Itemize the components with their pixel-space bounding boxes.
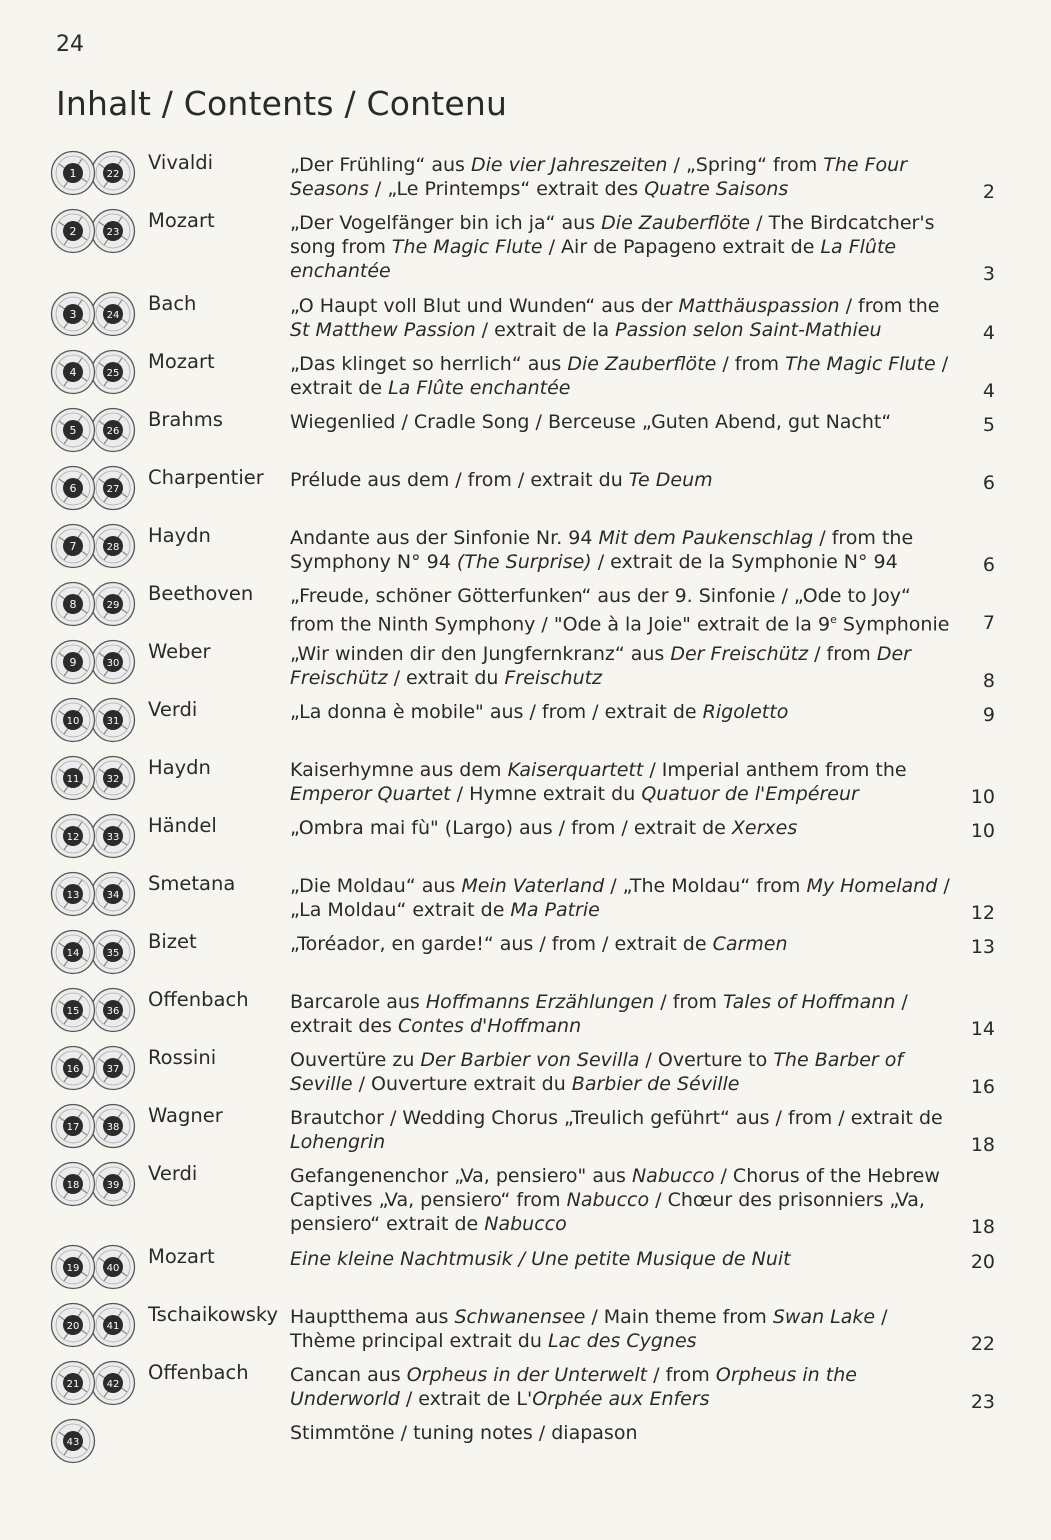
track-number: 20 <box>66 1321 80 1332</box>
cd-track-icons <box>50 407 140 455</box>
italic-title: Nabucco <box>631 1165 715 1187</box>
italic-title: Contes d'Hoffmann <box>397 1015 582 1037</box>
track-number: 30 <box>106 658 120 669</box>
italic-title: St Matthew Passion <box>290 319 476 341</box>
description-text: Andante aus der Sinfonie Nr. 94 <box>290 527 599 549</box>
cd-track-icons <box>50 465 140 513</box>
track-number: 29 <box>106 600 120 611</box>
italic-title: Die vier Jahreszeiten <box>470 154 668 176</box>
description-text: / „Le Printemps“ extrait des <box>368 178 645 200</box>
piece-description <box>290 1421 955 1445</box>
track-number: 16 <box>66 1064 80 1075</box>
piece-description <box>290 1363 955 1411</box>
piece-description <box>290 1106 955 1154</box>
italic-title: Matthäuspassion <box>678 295 840 317</box>
italic-title: Eine kleine Nachtmusik / Une petite Musique de Nuit <box>290 1248 791 1270</box>
cd-icon <box>50 208 96 254</box>
italic-title: Die Zauberflöte <box>601 212 751 234</box>
description-text: / extrait de L' <box>399 1388 533 1410</box>
track-number: 28 <box>106 542 120 553</box>
description-text: Gefangenenchor „Va, pensiero" aus <box>290 1165 632 1187</box>
description-text: / from the Symphony N° 94 <box>290 527 914 573</box>
italic-title: Orpheus in the Underworld <box>290 1364 857 1410</box>
italic-title: (The Surprise) <box>456 551 592 573</box>
description-text: / Chœur des prisonniers „Va, pensiero“ extrait de <box>290 1189 925 1235</box>
cd-icon <box>90 1244 136 1290</box>
piece-description <box>290 874 955 922</box>
entry-page-number: 9 <box>982 704 995 726</box>
cd-icon <box>50 987 96 1033</box>
entry-page-number: 5 <box>982 414 995 436</box>
italic-title: Nabucco <box>566 1189 650 1211</box>
cd-icon <box>90 581 136 627</box>
description-text: / Air de Papageno extrait de <box>542 236 821 258</box>
composer-name: Bizet <box>148 930 197 953</box>
entry-page-number: 18 <box>970 1134 995 1156</box>
cd-track-icons <box>50 349 140 397</box>
description-text: Wiegenlied / Cradle Song / Berceuse „Guten Abend, gut Nacht“ <box>290 411 892 433</box>
cd-icon <box>90 150 136 196</box>
piece-description <box>290 758 955 806</box>
track-number: 42 <box>106 1379 120 1390</box>
description-text: e <box>830 613 837 626</box>
cd-icon <box>50 465 96 511</box>
cd-icon <box>50 871 96 917</box>
cd-icon <box>50 407 96 453</box>
track-number: 8 <box>69 598 77 611</box>
cd-icon <box>50 697 96 743</box>
italic-title: Nabucco <box>484 1213 567 1235</box>
entry-page-number: 13 <box>970 936 995 958</box>
description-text: Stimmtöne / tuning notes / diapason <box>290 1422 638 1444</box>
cd-track-icons <box>50 755 140 803</box>
cd-track-icons <box>50 1103 140 1151</box>
cd-track-icons <box>50 291 140 339</box>
piece-description <box>290 294 955 342</box>
cd-track-icons <box>50 150 140 198</box>
cd-icon <box>90 465 136 511</box>
piece-description <box>290 153 955 201</box>
track-number: 37 <box>106 1064 120 1075</box>
cd-icon <box>90 407 136 453</box>
toc-entry <box>50 1416 1000 1466</box>
italic-title: Kaiserquartett <box>507 759 644 781</box>
description-text: / „The Moldau“ from <box>604 875 807 897</box>
cd-icon <box>50 1418 96 1464</box>
description-text: / Thème principal extrait du <box>290 1306 888 1352</box>
track-number: 26 <box>106 426 120 437</box>
composer-name: Offenbach <box>148 1361 249 1384</box>
entry-page-number: 2 <box>982 181 995 203</box>
description-text: / extrait du <box>387 667 505 689</box>
track-number: 21 <box>66 1379 80 1390</box>
italic-title: The Barber of Seville <box>290 1049 904 1095</box>
cd-track-icons <box>50 1161 140 1209</box>
toc-entry <box>50 927 1000 985</box>
description-text: Brautchor / Wedding Chorus „Treulich geführt“ aus / from / extrait de <box>290 1107 943 1129</box>
italic-title: La Flûte enchantée <box>290 236 897 282</box>
description-text: „Der Vogelfänger bin ich ja“ aus <box>290 212 602 234</box>
toc-entry <box>50 753 1000 811</box>
entry-page-number: 8 <box>982 670 995 692</box>
italic-title: Xerxes <box>731 817 798 839</box>
cd-track-icons <box>50 1360 140 1408</box>
italic-title: Ma Patrie <box>510 899 600 921</box>
toc-entry <box>50 811 1000 869</box>
piece-description <box>290 526 955 574</box>
italic-title: Quatuor de l'Empéreur <box>641 783 859 805</box>
track-number: 7 <box>69 540 77 553</box>
cd-track-icons <box>50 813 140 861</box>
entry-page-number: 20 <box>970 1251 995 1273</box>
composer-name: Verdi <box>148 698 198 721</box>
cd-track-icons <box>50 1045 140 1093</box>
description-text: Ouvertüre zu <box>290 1049 421 1071</box>
piece-description <box>290 932 955 956</box>
description-text: / „Spring“ from <box>667 154 824 176</box>
description-text: / from <box>654 991 723 1013</box>
cd-icon <box>50 1103 96 1149</box>
description-text: „Ombra mai fù" (Largo) aus / from / extrait de <box>290 817 732 839</box>
cd-track-icons <box>50 639 140 687</box>
track-number: 34 <box>106 890 120 901</box>
piece-description <box>290 1164 955 1236</box>
italic-title: The Magic Flute <box>391 236 543 258</box>
description-text: Symphonie <box>836 613 950 636</box>
cd-icon <box>50 1360 96 1406</box>
piece-description <box>290 468 955 492</box>
cd-icon <box>90 639 136 685</box>
cd-icon <box>90 813 136 859</box>
toc-entry <box>50 1242 1000 1300</box>
track-number: 13 <box>66 890 80 901</box>
italic-title: Swan Lake <box>772 1306 876 1328</box>
cd-icon <box>90 697 136 743</box>
piece-description <box>290 211 955 283</box>
composer-name: Mozart <box>148 1245 215 1268</box>
italic-title: Mein Vaterland <box>461 875 605 897</box>
cd-icon <box>90 929 136 975</box>
italic-title: La Flûte enchantée <box>388 377 571 399</box>
track-number: 12 <box>66 832 80 843</box>
cd-track-icons <box>50 929 140 977</box>
toc-entry <box>50 1159 1000 1242</box>
track-number: 3 <box>69 308 77 321</box>
track-number: 18 <box>66 1180 80 1191</box>
description-text: / extrait de la Symphonie N° 94 <box>591 551 898 573</box>
page-title: Inhalt / Contents / Contenu <box>56 84 508 123</box>
piece-description <box>290 1247 955 1271</box>
track-number: 25 <box>106 368 120 379</box>
description-text: „La donna è mobile" aus / from / extrait de <box>290 701 703 723</box>
cd-icon <box>50 150 96 196</box>
description-text: / from <box>808 643 877 665</box>
composer-name: Mozart <box>148 350 215 373</box>
description-text: / Ouverture extrait du <box>352 1073 572 1095</box>
cd-icon <box>90 1161 136 1207</box>
description-text: / Overture to <box>639 1049 774 1071</box>
entry-page-number: 23 <box>970 1391 995 1413</box>
description-text: / extrait des <box>290 991 908 1037</box>
track-number: 43 <box>66 1437 80 1448</box>
toc-entry <box>50 695 1000 753</box>
entry-page-number: 3 <box>982 263 995 285</box>
toc-entry <box>50 1358 1000 1416</box>
cd-icon <box>90 987 136 1033</box>
toc-entry <box>50 637 1000 695</box>
entry-page-number: 6 <box>982 472 995 494</box>
track-number: 9 <box>69 656 77 669</box>
composer-name: Haydn <box>148 756 211 779</box>
cd-track-icons <box>50 987 140 1035</box>
cd-track-icons <box>50 1244 140 1292</box>
cd-track-icons <box>50 1302 140 1350</box>
composer-name: Mozart <box>148 209 215 232</box>
description-text: / from <box>716 353 786 375</box>
italic-title: Passion selon Saint-Mathieu <box>615 319 882 341</box>
composer-name: Beethoven <box>148 582 254 605</box>
italic-title: Quatre Saisons <box>644 178 789 200</box>
toc-entry <box>50 521 1000 579</box>
cd-track-icons <box>50 871 140 919</box>
toc-entry <box>50 289 1000 347</box>
piece-description <box>290 990 955 1038</box>
description-text: „Freude, schöner Götterfunken“ aus der 9. Sinfonie / „Ode to Joy“ from the Ninth Symphony / "Ode à la Joie" extrait de la 9 <box>290 585 911 636</box>
italic-title: Der Freischütz <box>290 643 911 689</box>
cd-icon <box>50 581 96 627</box>
cd-icon <box>50 929 96 975</box>
italic-title: Der Freischütz <box>670 643 809 665</box>
composer-name: Händel <box>148 814 217 837</box>
toc-entry <box>50 347 1000 405</box>
entry-page-number: 7 <box>982 612 995 634</box>
entry-page-number: 6 <box>982 554 995 576</box>
entry-page-number: 10 <box>970 786 995 808</box>
entry-page-number: 4 <box>982 322 995 344</box>
entry-page-number: 12 <box>970 902 995 924</box>
track-number: 23 <box>106 227 120 238</box>
cd-icon <box>50 1302 96 1348</box>
entry-page-number: 18 <box>970 1216 995 1238</box>
composer-name: Charpentier <box>148 466 264 489</box>
toc-entry <box>50 1043 1000 1101</box>
track-number: 15 <box>66 1006 80 1017</box>
piece-description <box>290 700 955 724</box>
italic-title: Orpheus in der Unterwelt <box>406 1364 648 1386</box>
toc-entry <box>50 579 1000 637</box>
composer-name: Vivaldi <box>148 151 214 174</box>
italic-title: Tales of Hoffmann <box>723 991 896 1013</box>
track-number: 6 <box>69 482 77 495</box>
cd-track-icons <box>50 1418 140 1466</box>
italic-title: Der Barbier von Sevilla <box>420 1049 640 1071</box>
italic-title: Hoffmanns Erzählungen <box>425 991 655 1013</box>
cd-track-icons <box>50 208 140 256</box>
cd-icon <box>50 639 96 685</box>
page-number: 24 <box>56 32 84 57</box>
italic-title: Emperor Quartet <box>290 783 451 805</box>
cd-icon <box>90 1045 136 1091</box>
entry-page-number: 16 <box>970 1076 995 1098</box>
track-number: 2 <box>69 225 77 238</box>
toc-entry <box>50 1101 1000 1159</box>
cd-track-icons <box>50 523 140 571</box>
track-number: 33 <box>106 832 120 843</box>
description-text: „Toréador, en garde!“ aus / from / extrait de <box>290 933 713 955</box>
track-number: 36 <box>106 1006 120 1017</box>
description-text: „Die Moldau“ aus <box>290 875 462 897</box>
description-text: / extrait de la <box>475 319 616 341</box>
composer-name: Rossini <box>148 1046 217 1069</box>
cd-icon <box>90 349 136 395</box>
track-number: 41 <box>106 1321 120 1332</box>
italic-title: Freischutz <box>504 667 603 689</box>
description-text: / Hymne extrait du <box>450 783 642 805</box>
description-text: Cancan aus <box>290 1364 407 1386</box>
italic-title: Lohengrin <box>290 1131 386 1153</box>
composer-name: Wagner <box>148 1104 223 1127</box>
track-number: 17 <box>66 1122 80 1133</box>
cd-icon <box>90 1302 136 1348</box>
cd-icon <box>50 755 96 801</box>
description-text: Hauptthema aus <box>290 1306 455 1328</box>
piece-description <box>290 816 955 840</box>
description-text: / Chorus of the Hebrew Captives „Va, pensiero“ from <box>290 1165 940 1211</box>
composer-name: Verdi <box>148 1162 198 1185</box>
description-text: Prélude aus dem / from / extrait du <box>290 469 629 491</box>
cd-icon <box>90 871 136 917</box>
composer-name: Haydn <box>148 524 211 547</box>
track-number: 4 <box>69 366 77 379</box>
cd-icon <box>90 208 136 254</box>
italic-title: Te Deum <box>628 469 713 491</box>
cd-icon <box>50 523 96 569</box>
description-text: / extrait de <box>290 353 949 399</box>
track-number: 24 <box>106 310 120 321</box>
track-number: 39 <box>106 1180 120 1191</box>
italic-title: My Homeland <box>806 875 938 897</box>
track-number: 31 <box>106 716 120 727</box>
composer-name: Offenbach <box>148 988 249 1011</box>
track-number: 35 <box>106 948 120 959</box>
track-number: 11 <box>66 774 80 785</box>
composer-name: Tschaikowsky <box>148 1303 279 1326</box>
italic-title: Die Zauberflöte <box>567 353 717 375</box>
entry-page-number: 4 <box>982 380 995 402</box>
piece-description <box>290 1305 955 1353</box>
cd-icon <box>50 291 96 337</box>
cd-icon <box>50 813 96 859</box>
italic-title: The Four Seasons <box>290 154 908 200</box>
description-text: Barcarole aus <box>290 991 426 1013</box>
cd-track-icons <box>50 697 140 745</box>
toc-entry <box>50 206 1000 289</box>
description-text: / „La Moldau“ extrait de <box>290 875 950 921</box>
description-text: / The Birdcatcher's song from <box>290 212 935 258</box>
toc-entry <box>50 1300 1000 1358</box>
piece-description <box>290 1048 955 1096</box>
italic-title: The Magic Flute <box>785 353 936 375</box>
track-number: 19 <box>66 1263 80 1274</box>
cd-icon <box>50 1244 96 1290</box>
cd-icon <box>90 1360 136 1406</box>
cd-icon <box>50 1161 96 1207</box>
cd-icon <box>90 523 136 569</box>
piece-description <box>290 410 955 434</box>
track-number: 32 <box>106 774 120 785</box>
toc-entry <box>50 463 1000 521</box>
description-text: Kaiserhymne aus dem <box>290 759 508 781</box>
cd-icon <box>90 755 136 801</box>
italic-title: Orphée aux Enfers <box>532 1388 710 1410</box>
description-text: „O Haupt voll Blut und Wunden“ aus der <box>290 295 679 317</box>
toc-entry <box>50 148 1000 206</box>
toc-entry <box>50 985 1000 1043</box>
piece-description <box>290 352 955 400</box>
cd-track-icons <box>50 581 140 629</box>
italic-title: Lac des Cygnes <box>547 1330 697 1352</box>
piece-description <box>290 584 955 636</box>
toc-entry <box>50 869 1000 927</box>
description-text: / Imperial anthem from the <box>643 759 907 781</box>
entry-page-number: 10 <box>970 820 995 842</box>
track-number: 5 <box>69 424 77 437</box>
composer-name: Weber <box>148 640 211 663</box>
composer-name: Bach <box>148 292 197 315</box>
description-text: „Wir winden dir den Jungfernkranz“ aus <box>290 643 671 665</box>
track-number: 27 <box>106 484 120 495</box>
description-text: / from the <box>839 295 940 317</box>
description-text: / Main theme from <box>585 1306 773 1328</box>
composer-name: Smetana <box>148 872 236 895</box>
description-text: „Der Frühling“ aus <box>290 154 471 176</box>
cd-icon <box>90 1103 136 1149</box>
track-number: 22 <box>106 169 120 180</box>
track-number: 1 <box>69 167 77 180</box>
track-number: 10 <box>66 716 80 727</box>
description-text: „Das klinget so herrlich“ aus <box>290 353 568 375</box>
cd-icon <box>50 1045 96 1091</box>
italic-title: Rigoletto <box>702 701 789 723</box>
toc-entry <box>50 405 1000 463</box>
track-number: 38 <box>106 1122 120 1133</box>
composer-name: Brahms <box>148 408 223 431</box>
italic-title: Schwanensee <box>454 1306 586 1328</box>
cd-icon <box>90 291 136 337</box>
italic-title: Carmen <box>712 933 788 955</box>
description-text: / from <box>647 1364 716 1386</box>
italic-title: Mit dem Paukenschlag <box>598 527 814 549</box>
track-number: 14 <box>66 948 80 959</box>
piece-description <box>290 642 955 690</box>
track-number: 40 <box>106 1263 120 1274</box>
italic-title: Barbier de Séville <box>571 1073 740 1095</box>
entry-page-number: 14 <box>970 1018 995 1040</box>
cd-icon <box>50 349 96 395</box>
entry-page-number: 22 <box>970 1333 995 1355</box>
